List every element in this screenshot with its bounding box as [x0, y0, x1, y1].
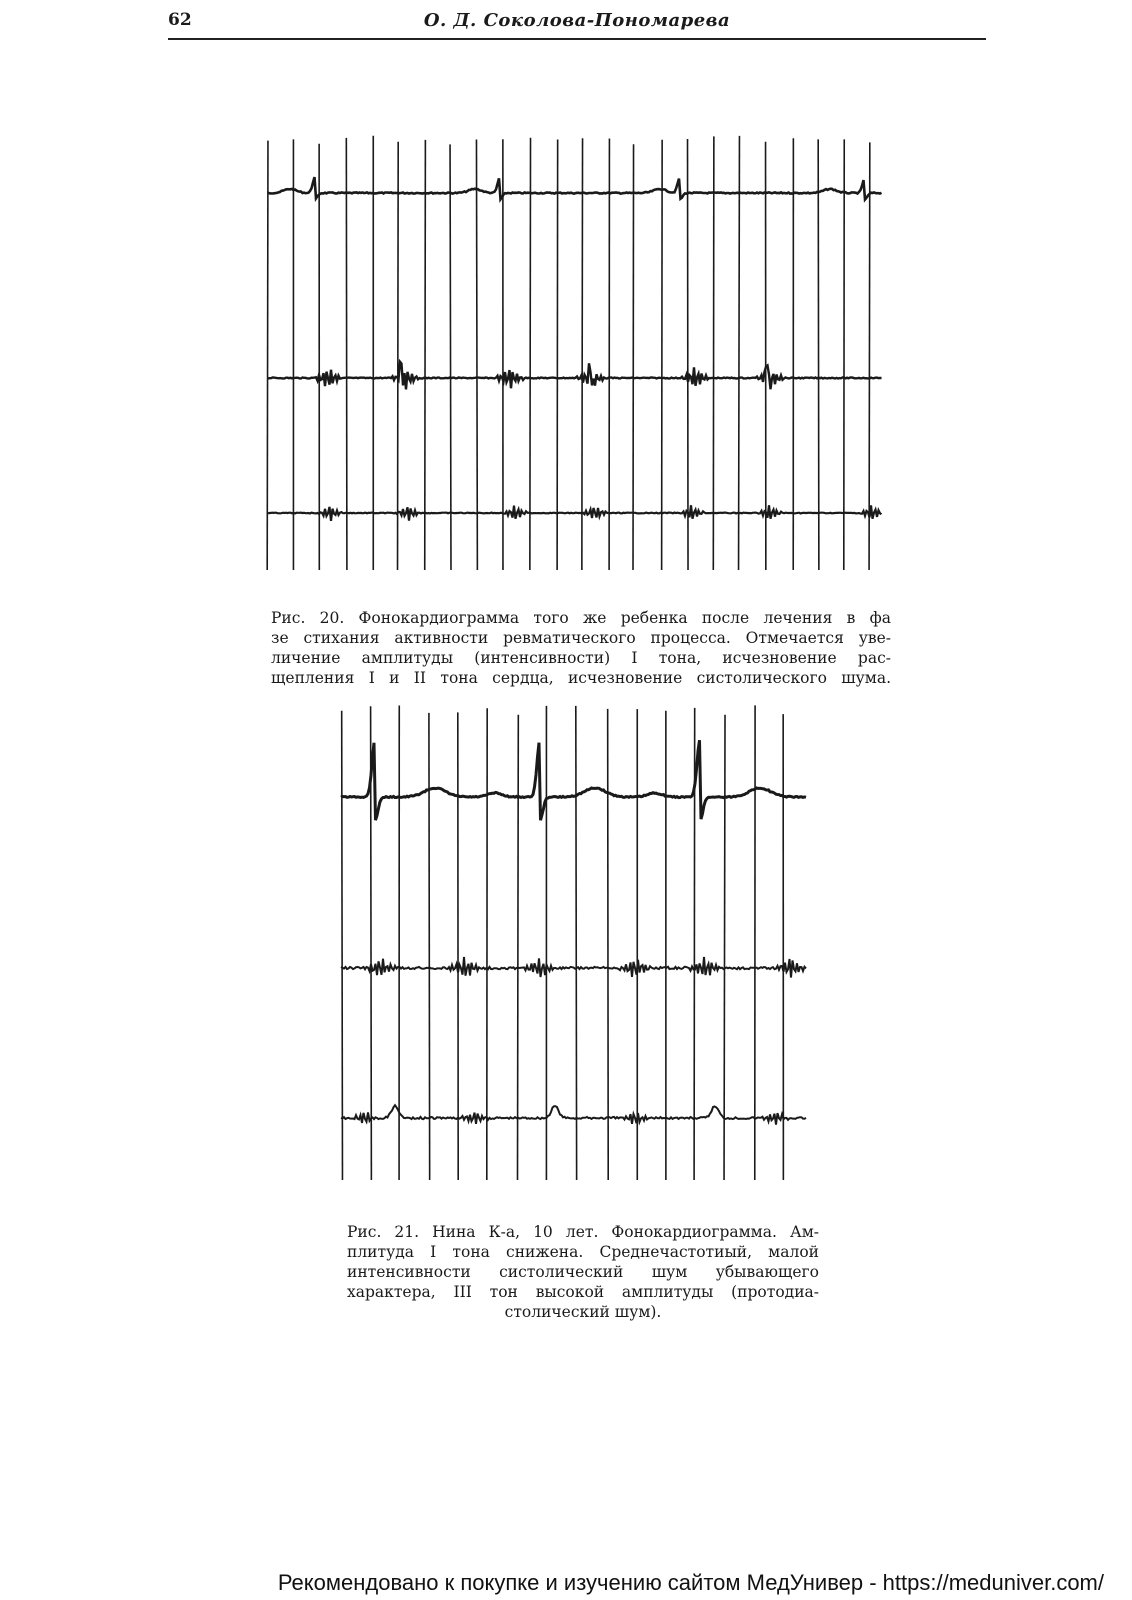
time-marker-line — [869, 142, 870, 570]
trace-line-2 — [268, 362, 882, 390]
time-marker-line — [346, 138, 347, 570]
caption-line: Рис. 21. Нина К-а, 10 лет. Фонокардиограмма. Ам- — [347, 1223, 819, 1241]
time-marker-line — [342, 711, 343, 1180]
time-marker-line — [576, 706, 577, 1180]
time-marker-line — [713, 136, 714, 570]
figure-20-caption — [271, 608, 891, 688]
time-marker-line — [398, 142, 399, 570]
trace-line-1 — [268, 177, 882, 199]
footer-recommendation: Рекомендовано к покупке и изучению сайтом МедУнивер - https://meduniver.com/ — [277, 1570, 1104, 1595]
caption-line: плитуда I тона снижена. Среднечастотиый, малой — [347, 1243, 819, 1261]
time-marker-line — [633, 144, 634, 570]
time-marker-line — [450, 144, 451, 570]
time-marker-line — [739, 136, 740, 570]
time-marker-line — [662, 140, 663, 570]
trace-line-1 — [341, 740, 806, 820]
page-header — [168, 8, 986, 40]
page-number: 62 — [168, 10, 192, 30]
caption-line: щепления I и II тона сердца, исчезновение систолического шума. — [271, 669, 891, 687]
trace-line-3 — [341, 1105, 806, 1124]
figure-21-phonocardiogram — [335, 700, 815, 1185]
time-marker-line — [557, 139, 558, 570]
trace-line-2 — [341, 957, 806, 978]
figure-21-caption — [347, 1222, 819, 1322]
caption-line: зе стихания активности ревматического процесса. Отмечается уве- — [271, 629, 891, 647]
time-marker-line — [688, 139, 689, 570]
caption-line: личение амплитуды (интенсивности) I тона, исчезновение рас- — [271, 649, 891, 667]
time-marker-line — [476, 139, 477, 570]
time-marker-line — [818, 139, 819, 570]
caption-line: столический шум). — [504, 1303, 662, 1321]
time-marker-line — [429, 713, 430, 1180]
caption-line: характера, III тон высокой амплитуды (протодиа- — [347, 1283, 819, 1301]
time-marker-line — [608, 709, 609, 1180]
caption-line: Рис. 20. Фонокардиограмма того же ребенка после лечения в фа — [271, 609, 891, 627]
time-marker-line — [267, 141, 268, 570]
time-marker-line — [425, 140, 426, 570]
time-marker-line — [724, 715, 725, 1180]
trace-line-3 — [268, 505, 882, 521]
running-title: О. Д. Соколова-Пономарева — [423, 10, 731, 31]
time-marker-line — [582, 138, 583, 570]
caption-line: интенсивности систолический шум убывающего — [347, 1263, 819, 1281]
time-marker-line — [530, 138, 531, 570]
figure-20-phonocardiogram — [260, 130, 890, 575]
time-marker-line — [517, 715, 518, 1180]
